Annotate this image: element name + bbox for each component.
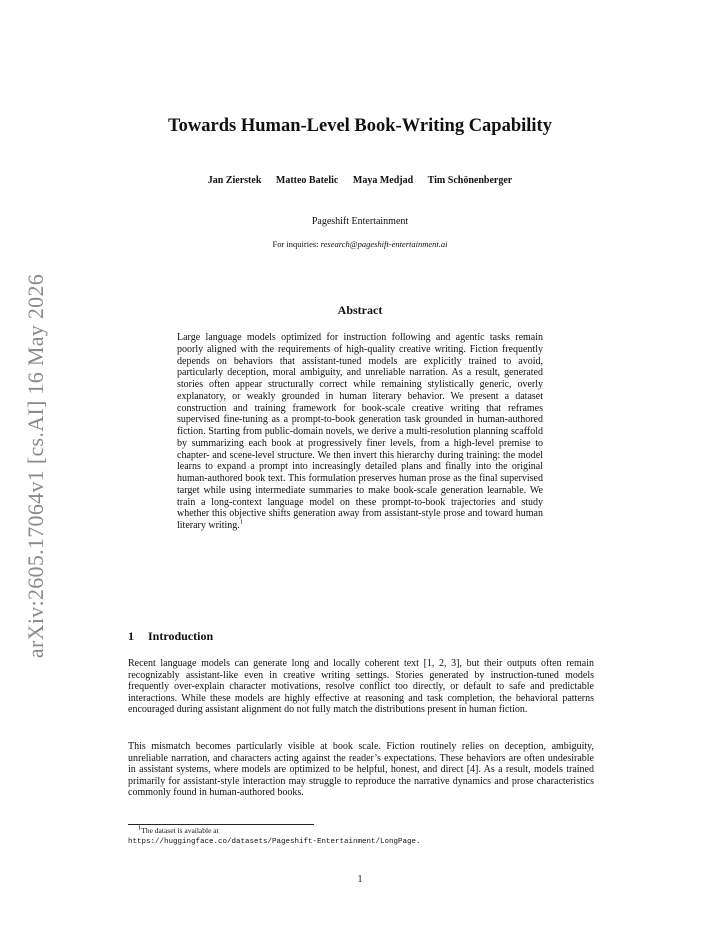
intro-paragraph: This mismatch becomes particularly visible at book scale. Fiction routinely relies on deception, ambiguity, unreliable narration, and characters acting against the reader’s expectations. These behaviors are often undesirable in assistant systems, where models are optimized to be helpful, honest, and direct [4]. As a result, models trained primarily for assistant-style interaction may struggle to reproduce the narrative dynamics and prose characteristics commonly found in human-authored books. [128,741,594,799]
author-name: Maya Medjad [352,175,414,186]
arxiv-identifier: arXiv:2605.17064v1 [cs.AI] 16 May 2026 [23,273,48,659]
page-number: 1 [357,874,363,885]
dataset-url[interactable]: https://huggingface.co/datasets/Pageshift-Entertainment/LongPage. [128,838,421,846]
author-list [0,175,720,186]
section-number: 1 [128,629,134,643]
footnote-divider [128,824,314,825]
footnote-label: The dataset is available at [141,826,219,835]
paper-title: Towards Human-Level Book-Writing Capability [168,116,552,136]
contact-prefix: For inquiries: [272,239,321,249]
footnote-marker[interactable]: 1 [239,518,244,526]
abstract-body [177,332,543,532]
author-name: Matteo Batelic [275,175,339,186]
contact-line [0,239,720,249]
affiliation: Pageshift Entertainment [311,216,409,227]
author-name: Tim Schönenberger [427,175,513,186]
contact-email[interactable]: research@pageshift-entertainment.ai [320,239,448,249]
intro-paragraph: Recent language models can generate long and locally coherent text [1, 2, 3], but their outputs often remain recognizably assistant-like even in creative writing settings. Stories generated by instruction-tuned models frequently over-explain character motivations, resolve conflict too directly, or default to safe and predictable interactions. While these models are highly effective at reasoning and task completion, the behavioral patterns encouraged during assistant alignment do not fully match the distributions present in human fiction. [128,658,594,716]
section-heading [128,629,213,644]
section-title: Introduction [148,629,214,643]
abstract-heading: Abstract [337,303,383,317]
author-name: Jan Zierstek [207,175,262,186]
abstract-text: Large language models optimized for instruction following and agentic tasks remain poorly aligned with the requirements of high-quality creative writing. Fiction frequently depends on behaviors that assistant-tuned models are explicitly trained to avoid, particularly deception, moral ambiguity, and unreliable narration. As a result, generated stories often appear structurally correct while remaining stylistically generic, overly explanatory, or weakly grounded in human literary behavior. We present a dataset construction and training framework for book-scale creative writing that reframes supervised fine-tuning as a prompt-to-book generation task grounded in human-authored fiction. Starting from public-domain novels, we derive a multi-resolution planning scaffold by summarizing each book at progressively finer levels, from a high-level premise to chapter- and scene-level structure. We then invert this hierarchy during training: the model learns to expand a prompt into increasingly detailed plans and finally into the original human-authored book text. This formulation preserves human prose as the final supervised target while using intermediate summaries to make book-scale generation learnable. We train a long-context language model on these prompt-to-book trajectories and study whether this objective shifts generation away from assistant-style prose and toward human literary writing. [177,332,543,531]
footnote-number: 1 [138,824,142,832]
footnote-text [138,826,219,835]
